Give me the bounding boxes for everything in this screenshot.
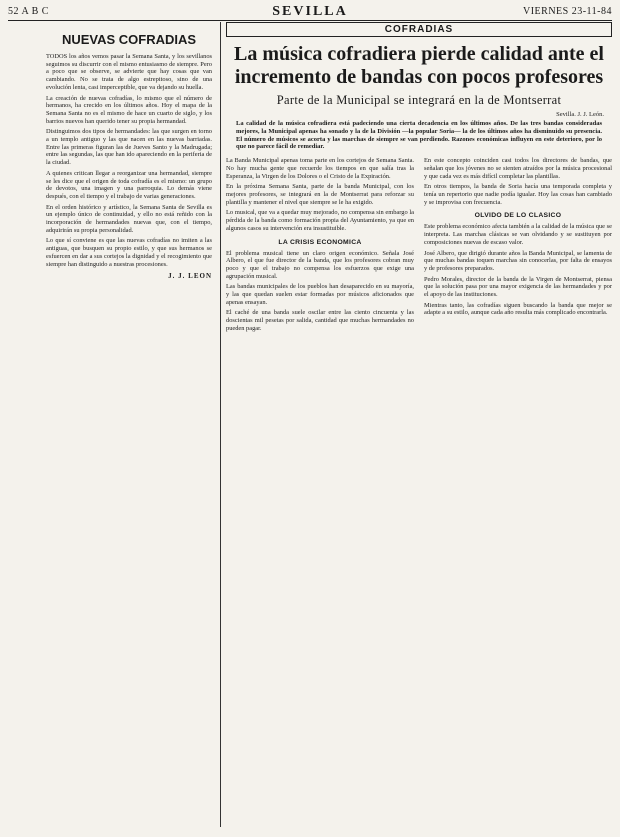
left-paragraph: A quienes critican llegar a reorganizar una hermandad, siempre se les dice que el origen de toda cofradía es el mismo: un grupo de devotos, una imagen y una parroquia. Lo demás viene después, con el tiempo y el trabajo de varias generaciones. <box>46 169 212 200</box>
body-paragraph: Mientras tanto, las cofradías siguen buscando la banda que mejor se adapte a su estilo, aunque cada año resulta más complicado encontrarla. <box>424 301 612 317</box>
body-paragraph: Este problema económico afecta también a la calidad de la música que se interpreta. Las marchas clásicas se van olvidando y se sustituyen por composiciones nuevas de escaso valor. <box>424 223 612 246</box>
body-paragraph: El problema musical tiene un claro origen económico. Señala José Albero, el que fue director de la banda, que los profesores cobran muy poco y que el trabajo no compensa los esfuerzos que exige una agrupación musical. <box>226 249 414 280</box>
lead-paragraph: La calidad de la música cofradiera está padeciendo una cierta decadencia en los últimos años. De las tres bandas consideradas mejores, la Municipal apenas ha sonado y la de la División —la popular Soria— la de los últimos años ha disminuido su presencia. El número de músicos se acorta y las marchas de siempre se van perdiendo. Razones económicas influyen en este deterioro, por lo que no parece fácil de remediar. <box>236 120 602 151</box>
left-signature: J. J. LEON <box>168 272 212 281</box>
byline: Sevilla. J. J. León. <box>556 111 604 118</box>
column-divider <box>220 22 221 827</box>
left-paragraph: La creación de nuevas cofradías, lo mismo que el número de hermanos, ha crecido en los últimos años. Hoy el mapa de la Semana Santa no es el mismo de hace un cuarto de siglo, y los barrios nuevos han querido tener su propia hermandad. <box>46 94 212 125</box>
right-column <box>226 22 612 827</box>
left-paragraph: Lo que sí conviene es que las nuevas cofradías no imiten a las antiguas, que busquen su propio estilo, y que sus hermanos se esfuercen en dar a sus cortejos la dignidad y el recogimiento que siempre han distinguido a nuestras procesiones. <box>46 237 212 268</box>
section-label: COFRADIAS <box>226 22 612 37</box>
body-paragraph: Las bandas municipales de los pueblos han desaparecido en su mayoría, y las que quedan suelen estar formadas por músicos aficionados que apenas ensayan. <box>226 283 414 306</box>
left-column <box>46 32 212 827</box>
body-paragraph: El caché de una banda suele oscilar entre las ciento cincuenta y las doscientas mil pesetas por salida, cantidad que muchas hermandades no pueden pagar. <box>226 309 414 332</box>
body-paragraph: Lo musical, que va a quedar muy mejorado, no compensa sin embargo la pérdida de la banda como formación propia del Ayuntamiento, ya que en algunos casos su intervención era insustituible. <box>226 209 414 232</box>
page-date: VIERNES 23-11-84 <box>522 6 612 17</box>
body-paragraph: La Banda Municipal apenas toma parte en los cortejos de Semana Santa. No hay mucha gente que recuerde los tiempos en que salía tras la Esperanza, la Virgen de los Dolores o el Cristo de la Expiración. <box>226 157 414 180</box>
left-paragraph: En el orden histórico y artístico, la Semana Santa de Sevilla es un ejemplo único de continuidad, y ello no está reñido con la incorporación de hermandades nuevas que, con el tiempo, adquirirán su propia personalidad. <box>46 203 212 234</box>
body-paragraph: En este concepto coinciden casi todos los directores de bandas, que señalan que los jóvenes no se sienten atraídos por la música procesional y que cada vez es más difícil completar las plantillas. <box>424 157 612 180</box>
body-paragraph: Pedro Morales, director de la banda de la Virgen de Montserrat, piensa que la solución pasa por una mayor exigencia de las hermandades y por el apoyo de las instituciones. <box>424 275 612 299</box>
main-headline: La música cofradiera pierde calidad ante el incremento de bandas con pocos profesores <box>234 43 604 88</box>
section-title: SEVILLA <box>272 4 348 19</box>
header-rule <box>8 20 612 21</box>
subhead-olvido: OLVIDO DE LO CLASICO <box>474 212 562 220</box>
left-article-title: NUEVAS COFRADIAS <box>61 32 197 47</box>
left-paragraph: Distinguimos dos tipos de hermandades: las que surgen en torno a un templo antiguo y las que nacen en las nuevas barriadas. Entre las primeras figuran las de Jueves Santo y la Madrugada; entre las segundas, las que han ido apareciendo en la periferia de la ciudad. <box>46 128 212 167</box>
body-paragraph: En la próxima Semana Santa, parte de la banda Municipal, con los mejores profesores, se integrará en la de Montserrat para reforzar su plantilla y mantener el nivel que siempre se le ha exigido. <box>226 183 414 206</box>
page-header <box>8 4 612 20</box>
left-paragraph: TODOS los años vemos pasar la Semana Santa, y los sevillanos seguimos su discurrir con el mismo entusiasmo de siempre. Pero a poco que se observe, se advierte que hay cosas que van cambiando. No se trata de algo estrepitoso, sino de una evolución lenta, casi imperceptible, que va dejando su huella. <box>46 53 212 91</box>
subhead-crisis: LA CRISIS ECONOMICA <box>278 238 362 246</box>
body-paragraph: José Albero, que dirigió durante años la Banda Municipal, se lamenta de que muchas bandas toquen marchas sin conocerlas, por falta de ensayos y de profesores preparados. <box>424 249 612 272</box>
sub-headline: Parte de la Municipal se integrará en la de Montserrat <box>276 93 562 107</box>
body-columns <box>226 157 612 335</box>
body-column-2 <box>424 157 612 335</box>
body-column-1 <box>226 157 414 335</box>
page-label: 52 A B C <box>8 6 49 17</box>
body-paragraph: En otros tiempos, la banda de Soria hacía una temporada completa y tenía un repertorio que nadie podía igualar. Hoy las cosas han cambiado y se improvisa con frecuencia. <box>424 183 612 206</box>
